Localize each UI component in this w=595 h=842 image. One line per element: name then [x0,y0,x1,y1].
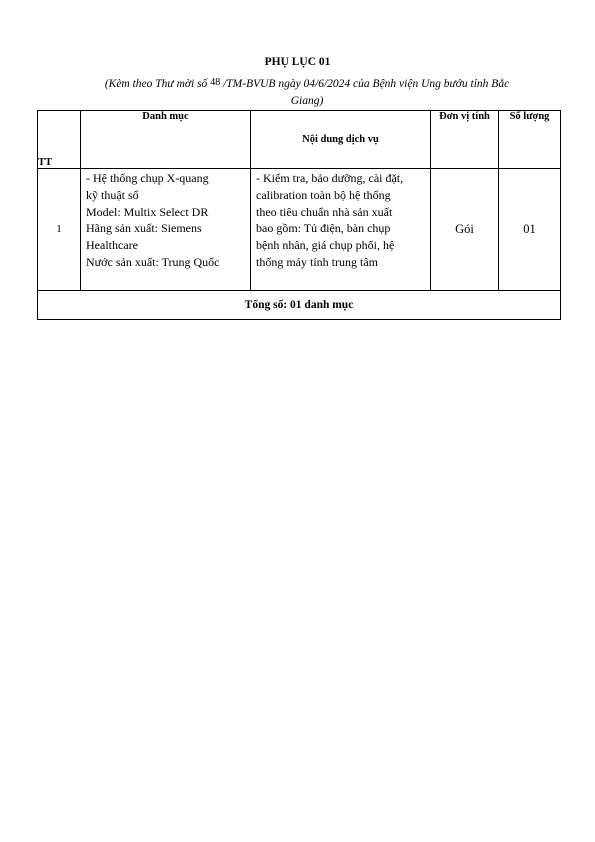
document-subtitle [68,74,546,110]
header-noi-dung: Nội dung dịch vụ [251,111,431,169]
noi-dung-line: - Kiểm tra, bảo dưỡng, cài đặt, [256,171,404,185]
cell-danh-muc [81,169,251,291]
noi-dung-line: thống máy tính trung tâm [256,254,378,269]
total-row [38,291,561,320]
noi-dung-line: bệnh nhân, giá chụp phổi, hệ [256,238,395,253]
subtitle-line2: Giang) [290,95,324,107]
page-title: PHỤ LỤC 01 [264,56,331,68]
header-tt: TT [38,111,81,169]
header-don-vi-tinh: Đơn vị tính [431,111,499,169]
danh-muc-line: - Hệ thống chụp X-quang [86,171,209,185]
appendix-table [37,110,561,320]
total-cell: Tổng số: 01 danh mục [38,291,561,320]
danh-muc-line: Nước sản xuất: Trung Quốc [86,254,220,269]
header-row [38,111,561,169]
danh-muc-line: kỹ thuật số [86,187,139,202]
noi-dung-line: theo tiêu chuẩn nhà sản xuất [256,204,393,219]
header-so-luong: Số lượng [499,111,561,169]
noi-dung-line: bao gồm: Tủ điện, bàn chụp [256,221,391,236]
danh-muc-line: Model: Multix Select DR [86,204,209,219]
cell-so-luong: 01 [499,169,561,291]
invitation-number: 48 [210,77,221,88]
danh-muc-line: Hãng sản xuất: Siemens [86,221,202,236]
danh-muc-line: Healthcare [86,238,138,253]
subtitle-line1-rest: /TM-BVUB ngày 04/6/2024 của Bệnh viện Ung bướu tỉnh Bắc [223,78,510,90]
header-danh-muc: Danh mục [81,111,251,169]
table-row [38,169,561,291]
cell-don-vi-tinh: Gói [431,169,499,291]
cell-noi-dung [251,169,431,291]
subtitle-prefix: (Kèm theo Thư mời số [104,78,208,90]
cell-tt: 1 [38,169,81,291]
noi-dung-line: calibration toàn bộ hệ thống [256,187,391,202]
